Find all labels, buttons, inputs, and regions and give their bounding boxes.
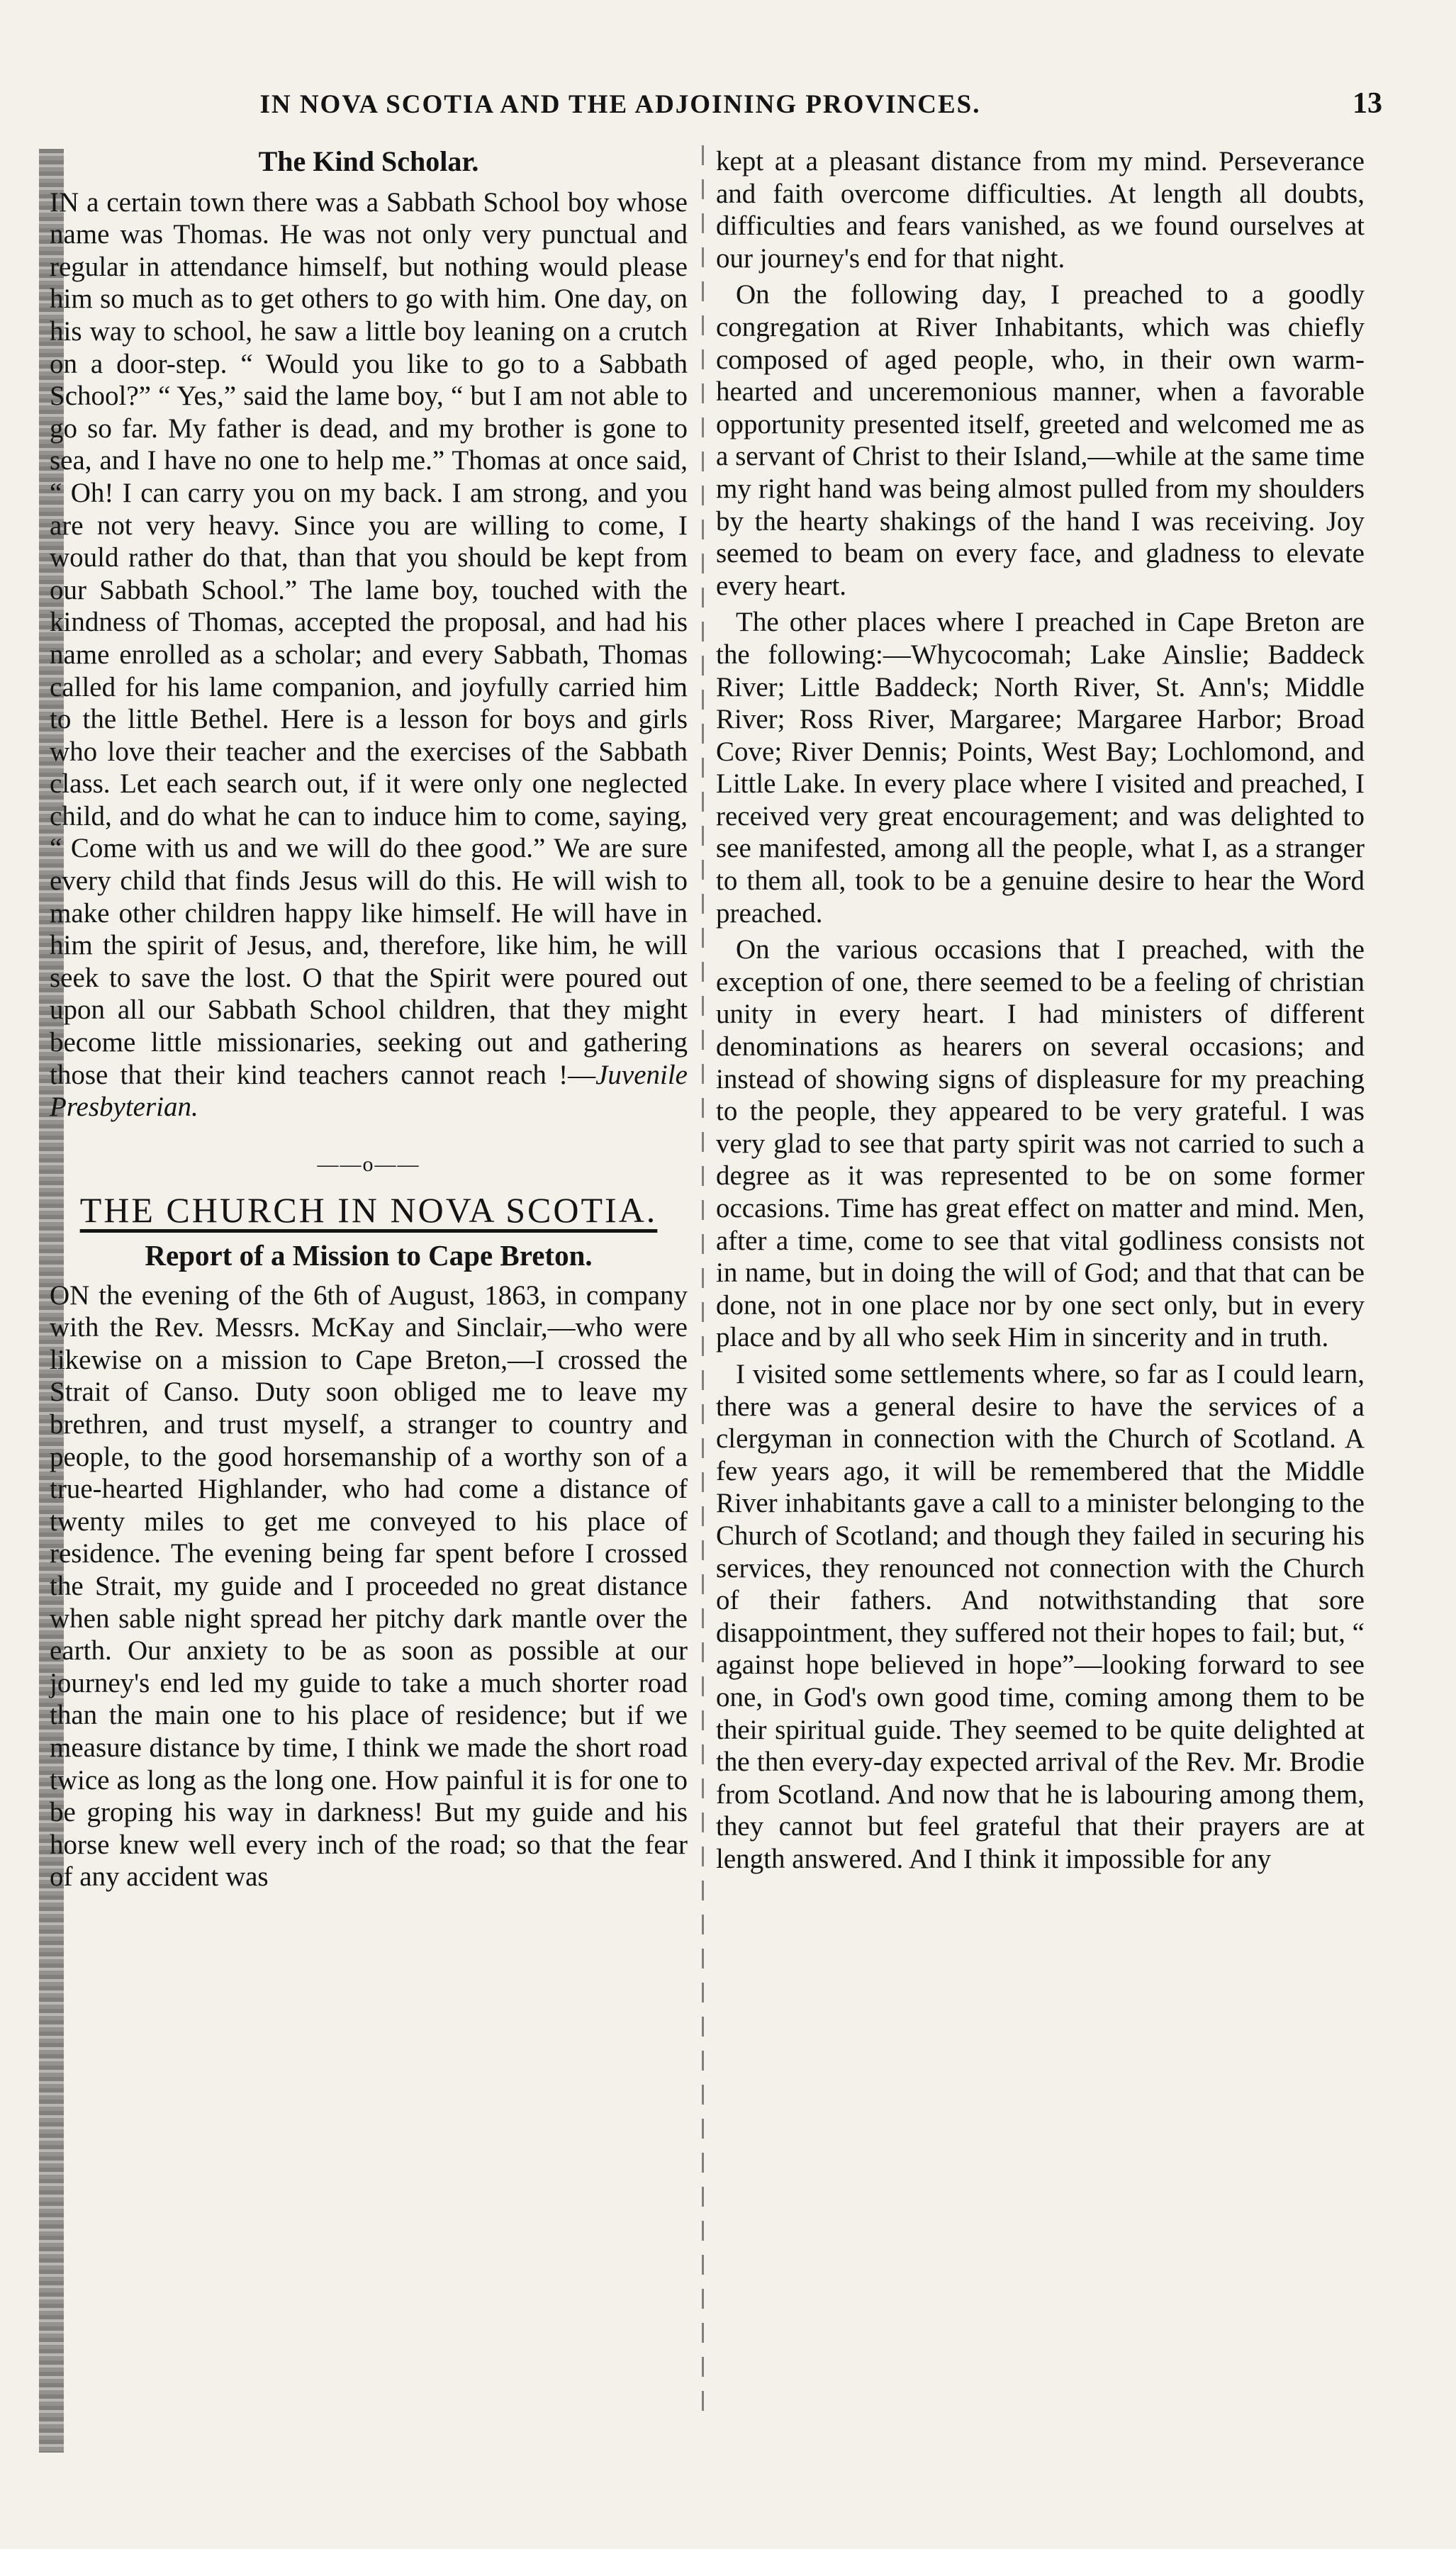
running-head bbox=[0, 85, 1382, 128]
running-title: IN NOVA SCOTIA AND THE ADJOINING PROVINCES. bbox=[259, 90, 981, 119]
left-column bbox=[50, 145, 688, 1898]
story-title: The Kind Scholar. bbox=[258, 145, 479, 177]
report-title: Report of a Mission to Cape Breton. bbox=[145, 1239, 593, 1272]
report-paragraph-continued: kept at a pleasant distance from my mind. Perseverance and faith overcome difficulties. At length all doubts, difficulties and fears vanished, as we found ourselves at our journey's end for that night. bbox=[716, 146, 1365, 274]
page-number: 13 bbox=[1353, 87, 1382, 120]
column-divider bbox=[702, 145, 704, 2414]
section-separator: ——o—— bbox=[317, 1152, 420, 1176]
report-paragraph: On the following day, I preached to a goodly congregation at River Inhabitants, which was chiefly composed of aged people, who, in their own warm-hearted and unceremonious manner, when a favorable opportunity presented itself, greeted and welcomed me as a servant of Christ to their Island,—while at the same time my right hand was being almost pulled from my shoulders by the hearty shakings of the hand I was receiving. Joy seemed to beam on every face, and gladness to elevate every heart. bbox=[716, 279, 1365, 601]
report-paragraph: I visited some settlements where, so far as I could learn, there was a general desire to have the services of a clergyman in connection with the Church of Scotland. A few years ago, it will be remembered that the Middle River inhabitants gave a call to a minister belonging to the Church of Scotland; and though they failed in securing his services, they renounced not connection with the Church of their fathers. And notwithstanding that sore disappointment, they suffered not their hopes to fail; but, “ against hope believed in hope”—looking forward to see one, in God's own good time, coming among them to be their spiritual guide. They seemed to be quite delighted at the then every-day expected arrival of the Rev. Mr. Brodie from Scotland. And now that he is labouring among them, they cannot but feel grateful that their prayers are at length answered. And I think it impossible for any bbox=[716, 1358, 1365, 1874]
section-title: THE CHURCH IN NOVA SCOTIA. bbox=[79, 1190, 658, 1231]
report-paragraph: ON the evening of the 6th of August, 1863, in company with the Rev. Messrs. McKay and Sinclair,—who were likewise on a mission to Cape Breton,—I crossed the Strait of Canso. Duty soon obliged me to leave my brethren, and trust myself, a stranger to country and people, to the good horsemanship of a worthy son of a true-hearted Highlander, who had come a distance of twenty miles to get me conveyed to his place of residence. The evening being far spent before I crossed the Strait, my guide and I proceeded no great distance when sable night spread her pitchy dark mantle over the earth. Our anxiety to be as soon as possible at our journey's end led my guide to take a much shorter road than the main one to his place of residence; but if we measure distance by time, I think we made the short road twice as long as the long one. How painful it is for one to be groping his way in darkness! But my guide and his horse knew well every inch of the road; so that the fear of any accident was bbox=[50, 1279, 688, 1893]
story-source: Juvenile Presbyterian. bbox=[50, 1059, 688, 1123]
story-paragraph bbox=[50, 186, 688, 1124]
story-text: IN a certain town there was a Sabbath School boy whose name was Thomas. He was not only very punctual and regular in attendance himself, but nothing would please him so much as to get others to go with him. One day, on his way to school, he saw a little boy leaning on a crutch on a door-step. “ Would you like to go to a Sabbath School?” “ Yes,” said the lame boy, “ but I am not able to go so far. My father is dead, and my brother is gone to sea, and I have no one to help me.” Thomas at once said, “ Oh! I can carry you on my back. I am strong, and you are not very heavy. Since you are willing to come, I would rather do that, than that you should be kept from our Sabbath School.” The lame boy, touched with the kindness of Thomas, accepted the proposal, and had his name enrolled as a scholar; and every Sabbath, Thomas called for his lame companion, and joyfully carried him to the little Bethel. Here is a lesson for boys and girls who love their teacher and the exercises of the Sabbath class. Let each search out, if it were only one neglected child, and do what he can to induce him to come, saying, “ Come with us and we will do thee good.” We are sure every child that finds Jesus will do this. He will wish to make other children happy like himself. He will have in him the spirit of Jesus, and, therefore, like him, he will seek to save the lost. O that the Spirit were poured out upon all our Sabbath School children, that they might become little missionaries, seeking out and gathering those that their kind teachers cannot reach !— bbox=[50, 186, 688, 1090]
right-column bbox=[716, 145, 1365, 1879]
report-paragraph: The other places where I preached in Cape Breton are the following:—Whycocomah; Lake Ainslie; Baddeck River; Little Baddeck; North River, St. Ann's; Middle River; Ross River, Margaree; Margaree Harbor; Broad Cove; River Dennis; Points, West Bay; Lochlomond, and Little Lake. In every place where I visited and preached, I received very great encouragement; and was delighted to see manifested, among all the people, what I, as a stranger to them all, took to be a genuine desire to hear the Word preached. bbox=[716, 607, 1365, 929]
report-paragraph: On the various occasions that I preached, with the exception of one, there seemed to be a feeling of christian unity in every heart. I had ministers of different denominations as hearers on several occasions; and instead of showing signs of displeasure for my preaching to the people, they appeared to be very grateful. I was very glad to see that party spirit was not carried to such a degree as it was represented to be on some former occasions. Time has great effect on matter and mind. Men, after a time, come to see that vital godliness consists not in name, but in doing the will of God; and that that can be done, not in one place nor by one sect only, but in every place and by all who seek Him in sincerity and in truth. bbox=[716, 934, 1365, 1353]
